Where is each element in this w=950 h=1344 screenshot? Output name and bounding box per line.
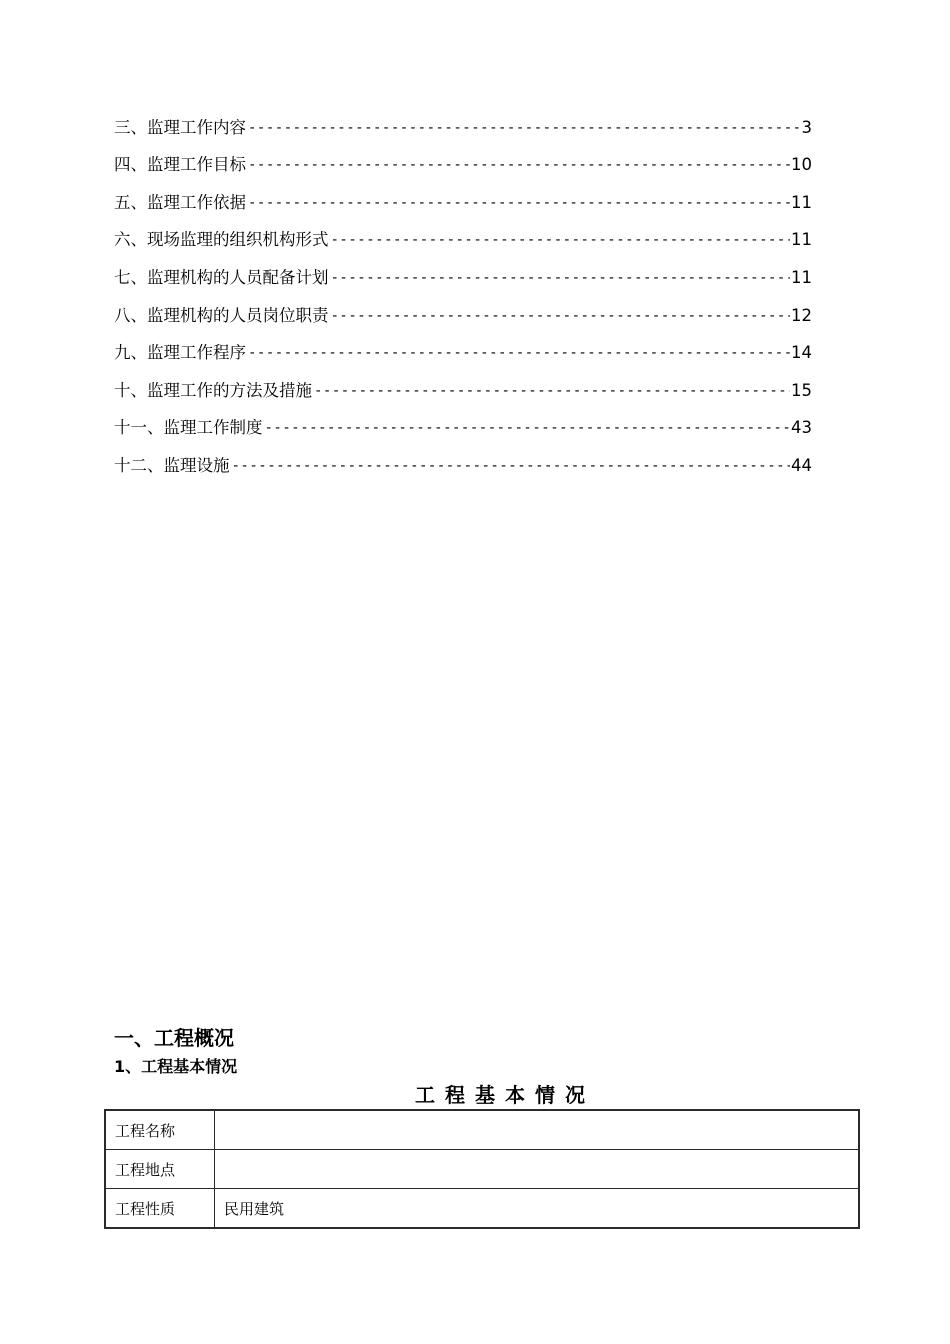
toc-entry-page: 11 xyxy=(791,192,812,212)
row-value xyxy=(215,1110,860,1150)
toc-entry-title: 四、监理工作目标 xyxy=(114,155,246,175)
toc-leader xyxy=(248,154,790,176)
toc-entry[interactable] xyxy=(114,402,812,440)
toc-entry-title: 九、监理工作程序 xyxy=(114,343,246,363)
toc-leader xyxy=(248,342,790,364)
toc-leader xyxy=(314,380,790,402)
toc-entry-page: 44 xyxy=(791,455,812,475)
toc-entry-page: 10 xyxy=(791,155,812,175)
row-label: 工程地点 xyxy=(105,1150,215,1189)
table-row xyxy=(105,1189,859,1229)
toc-entry[interactable] xyxy=(114,101,812,139)
table-of-contents xyxy=(114,101,812,477)
toc-entry-page: 14 xyxy=(791,343,812,363)
section-heading: 一、工程概况 xyxy=(114,1026,234,1050)
toc-entry-page: 12 xyxy=(791,305,812,325)
toc-entry-page: 15 xyxy=(791,380,812,400)
project-info-table xyxy=(104,1109,860,1229)
toc-leader xyxy=(265,417,791,439)
toc-leader xyxy=(232,455,791,477)
toc-leader xyxy=(331,305,791,327)
table-row xyxy=(105,1110,859,1150)
toc-leader xyxy=(248,117,801,139)
toc-leader xyxy=(331,229,791,251)
toc-entry[interactable] xyxy=(114,214,812,252)
toc-entry-page: 11 xyxy=(791,230,812,250)
toc-entry[interactable] xyxy=(114,176,812,214)
toc-entry-page: 11 xyxy=(791,267,812,287)
toc-entry-title: 十一、监理工作制度 xyxy=(114,418,263,438)
toc-entry[interactable] xyxy=(114,289,812,327)
toc-leader xyxy=(331,267,791,289)
toc-entry-title: 八、监理机构的人员岗位职责 xyxy=(114,305,329,325)
toc-entry-title: 七、监理机构的人员配备计划 xyxy=(114,267,329,287)
row-label: 工程名称 xyxy=(105,1110,215,1150)
toc-entry[interactable] xyxy=(114,327,812,365)
toc-entry[interactable] xyxy=(114,439,812,477)
table-row xyxy=(105,1150,859,1189)
table-title: 工程基本情况 xyxy=(415,1083,595,1107)
toc-entry-title: 六、现场监理的组织机构形式 xyxy=(114,230,329,250)
row-value xyxy=(215,1150,860,1189)
toc-leader xyxy=(248,192,790,214)
row-label: 工程性质 xyxy=(105,1189,215,1229)
subsection-heading: 1、工程基本情况 xyxy=(114,1057,238,1076)
toc-entry-title: 五、监理工作依据 xyxy=(114,192,246,212)
toc-entry[interactable] xyxy=(114,364,812,402)
toc-entry[interactable] xyxy=(114,139,812,177)
row-value: 民用建筑 xyxy=(215,1189,860,1229)
toc-entry-page: 43 xyxy=(791,418,812,438)
toc-entry-page: 3 xyxy=(801,117,812,137)
toc-entry-title: 三、监理工作内容 xyxy=(114,117,246,137)
toc-entry[interactable] xyxy=(114,251,812,289)
toc-entry-title: 十、监理工作的方法及措施 xyxy=(114,380,312,400)
toc-entry-title: 十二、监理设施 xyxy=(114,455,230,475)
